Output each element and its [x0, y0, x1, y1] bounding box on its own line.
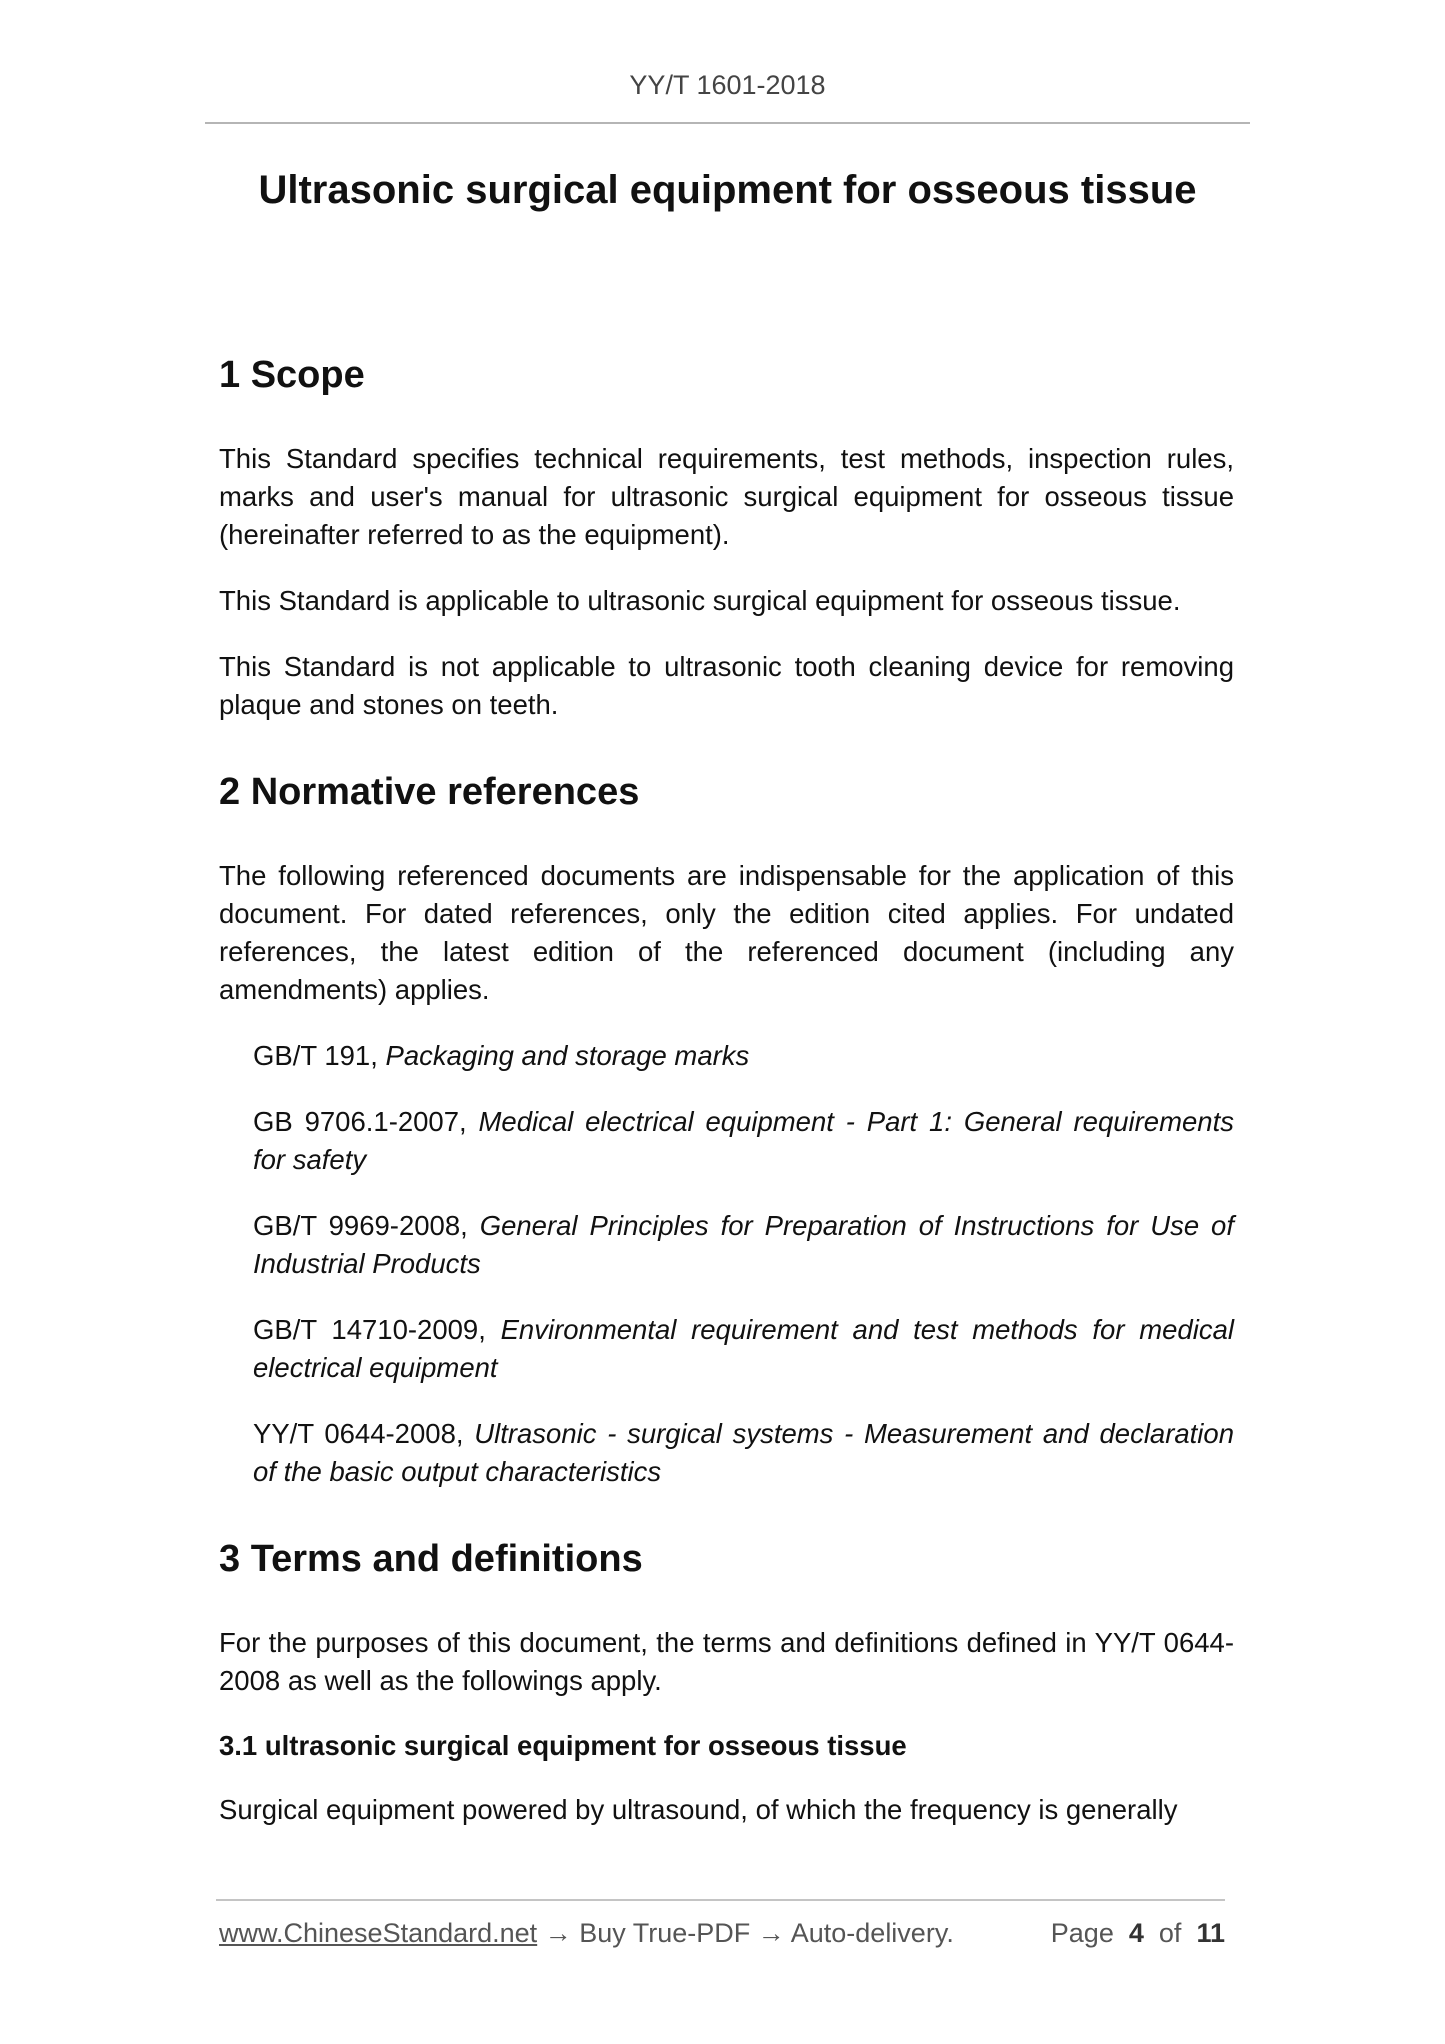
reference-title: Environmental requirement and test methods for medical electrical equipment	[253, 1314, 1234, 1383]
reference-item	[219, 1037, 1234, 1075]
reference-code: GB/T 14710-2009,	[253, 1314, 501, 1345]
reference-title: General Principles for Preparation of Instructions for Use of Industrial Products	[253, 1210, 1234, 1279]
document-body	[219, 350, 1234, 1829]
footer-tagline: → Buy True-PDF → Auto-delivery.	[537, 1918, 954, 1948]
subsection-3-1-text: Surgical equipment powered by ultrasound, of which the frequency is generally	[219, 1794, 1178, 1825]
reference-code: GB/T 9969-2008,	[253, 1210, 480, 1241]
website-link[interactable]: www.ChineseStandard.net	[219, 1918, 538, 1948]
reference-code: GB/T 191,	[253, 1040, 386, 1071]
footer-left	[219, 1918, 954, 1949]
scope-paragraph-3: This Standard is not applicable to ultrasonic tooth cleaning device for removing plaque and stones on teeth.	[219, 651, 1234, 720]
scope-paragraph-2: This Standard is applicable to ultrasonic surgical equipment for osseous tissue.	[219, 585, 1181, 616]
scope-paragraph-1: This Standard specifies technical requirements, test methods, inspection rules, marks and user's manual for ultrasonic surgical equipment for osseous tissue (hereinafter referred to as the equipment).	[219, 443, 1234, 550]
document-title: Ultrasonic surgical equipment for osseous tissue	[258, 168, 1197, 212]
reference-code: GB 9706.1-2007,	[253, 1106, 479, 1137]
page-indicator	[1051, 1918, 1225, 1949]
reference-title: Ultrasonic - surgical systems - Measurement and declaration of the basic output characteristics	[253, 1418, 1235, 1487]
reference-item	[219, 1415, 1234, 1491]
section-heading-scope: 1 Scope	[219, 354, 365, 396]
footer-divider	[216, 1899, 1225, 1901]
reference-code: YY/T 0644-2008,	[253, 1418, 475, 1449]
terms-intro-paragraph: For the purposes of this document, the terms and definitions defined in YY/T 0644-2008 as well as the followings apply.	[219, 1627, 1234, 1696]
normative-intro-paragraph: The following referenced documents are indispensable for the application of this document. For dated references, only the edition cited applies. For undated references, the latest edition of the referenced document (including any amendments) applies.	[219, 860, 1234, 1005]
reference-item	[219, 1103, 1234, 1179]
reference-title: Packaging and storage marks	[385, 1040, 750, 1071]
page-of-label: of	[1158, 1918, 1182, 1948]
section-heading-normative-references: 2 Normative references	[219, 771, 640, 813]
page-label: Page	[1050, 1918, 1114, 1948]
reference-item	[219, 1311, 1234, 1387]
total-pages-number: 11	[1196, 1918, 1225, 1948]
section-heading-terms-definitions: 3 Terms and definitions	[219, 1538, 643, 1580]
header-divider	[205, 122, 1250, 124]
page-footer	[219, 1918, 1225, 1958]
reference-item	[219, 1207, 1234, 1283]
subsection-heading-3-1: 3.1 ultrasonic surgical equipment for osseous tissue	[219, 1730, 907, 1761]
reference-title: Medical electrical equipment - Part 1: General requirements for safety	[253, 1106, 1234, 1175]
running-header: YY/T 1601-2018	[629, 70, 826, 100]
current-page-number: 4	[1128, 1918, 1144, 1948]
